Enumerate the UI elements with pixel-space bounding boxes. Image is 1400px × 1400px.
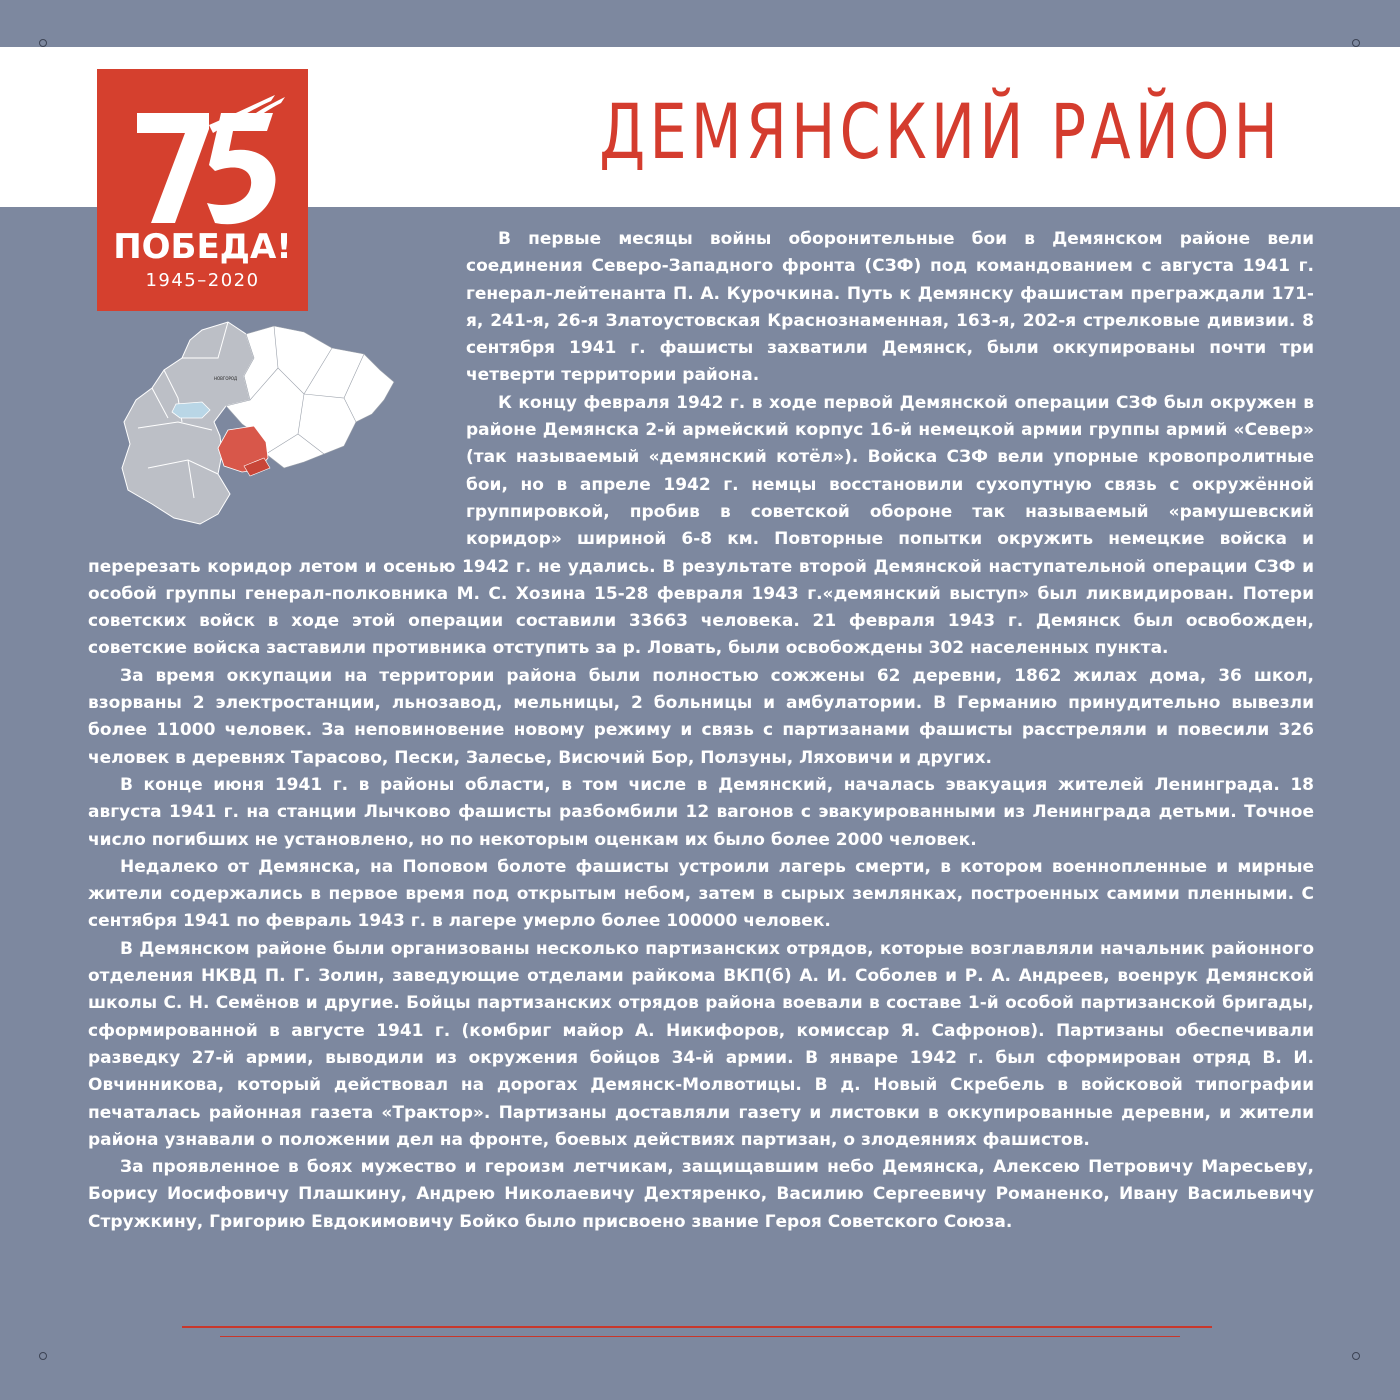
paragraph-3: За время оккупации на территории района были полностью сожжены 62 деревни, 1862 жилах дома, 36 школ, взорваны 2 электростанции, льнозавод, мельницы, 2 больницы и амбулатории. В Германию принудительно вывезли более 11000 человек. За неповиновение новому режиму и связь с партизанами фашисты расстреляли и повесили 326 человек в деревнях Тарасово, Пески, Залесье, Висючий Бор, Ползуны, Ляховичи и других. — [88, 665, 1314, 768]
logo-number-75 — [97, 85, 308, 235]
paragraph-2: К концу февраля 1942 г. в ходе первой Демянской операции СЗФ был окружен в районе Демянска 2-й армейский корпус 16-й немецкой армии группы армий «Север» (так называемый «демянский котёл»). Войска СЗФ вели упорные кровопролитные бои, но в апреле 1942 г. немцы восстановили сухопутную связь с окружённой группировкой, пробив в советской обороне так называемый «рамушевский коридор» шириной 6-8 км. Повторные попытки окружить немецкие войска и перерезать коридор летом и осенью 1942 г. не удались. В результате второй Демянской наступательной операции СЗФ и особой группы генерал-полковника М. С. Хозина 15-28 февраля 1943 г.«демянский выступ» был ликвидирован. Потери советских войск в ходе этой операции составили 33663 человека. 21 февраля 1943 г. Демянск был освобожден, советские войска заставили противника отступить за р. Ловать, были освобождены 302 населенных пункта. — [88, 392, 1314, 659]
paragraph-4: В конце июня 1941 г. в районы области, в том числе в Демянский, началась эвакуация жителей Ленинграда. 18 августа 1941 г. на станции Лычково фашисты разбомбили 12 вагонов с эвакуированными из Ленинграда детьми. Точное число погибших не установлено, но по некоторым оценкам их было более 2000 человек. — [88, 774, 1314, 850]
corner-screw-top-right — [1352, 39, 1360, 47]
corner-screw-top-left — [39, 39, 47, 47]
map-capital-label: НОВГОРОД — [214, 376, 238, 381]
text-wrap-spacer — [88, 226, 466, 527]
article-body — [88, 226, 1314, 1236]
page-title: ДЕМЯНСКИЙ РАЙОН — [598, 87, 1282, 176]
bottom-rule-2 — [220, 1336, 1180, 1337]
paragraph-5: Недалеко от Демянска, на Поповом болоте фашисты устроили лагерь смерти, в котором военнопленные и мирные жители содержались в первое время под открытым небом, затем в сырых землянках, построенных самими пленными. С сентября 1941 по февраль 1943 г. в лагере умерло более 100000 человек. — [88, 856, 1314, 932]
logo-word: ПОБЕДА! — [113, 227, 292, 267]
paragraph-1: В первые месяцы войны оборонительные бои в Демянском районе вели соединения Северо-Западного фронта (СЗФ) под командованием с августа 1941 г. генерал-лейтенанта П. А. Курочкина. Путь к Демянску фашистам преграждали 171-я, 241-я, 26-я Златоустовская Краснознаменная, 163-я, 202-я стрелковые дивизии. 8 сентября 1941 г. фашисты захватили Демянск, были оккупированы почти три четверти территории района. — [466, 229, 1314, 386]
logo-years: 1945–2020 — [145, 270, 260, 291]
corner-screw-bottom-left — [39, 1352, 47, 1360]
corner-screw-bottom-right — [1352, 1352, 1360, 1360]
paragraph-6: В Демянском районе были организованы несколько партизанских отрядов, которые возглавляли начальник районного отделения НКВД П. Г. Золин, заведующие отделами райкома ВКП(б) А. И. Соболев и Р. А. Андреев, военрук Демянской школы С. Н. Семёнов и другие. Бойцы партизанских отрядов района воевали в составе 1-й особой партизанской бригады, сформированной в августе 1941 г. (комбриг майор А. Никифоров, комиссар Я. Сафронов). Партизаны обеспечивали разведку 27-й армии, выводили из окружения бойцов 34-й армии. В январе 1942 г. был сформирован отряд В. И. Овчинникова, который действовал на дорогах Демянск-Молвотицы. В д. Новый Скребель в войсковой типографии печаталась районная газета «Трактор». Партизаны доставляли газету и листовки в оккупированные деревни, и жители района узнавали о положении дел на фронте, боевых действиях партизан, о злодеяниях фашистов. — [88, 938, 1314, 1150]
paragraph-7: За проявленное в боях мужество и героизм летчикам, защищавшим небо Демянска, Алексею Петровичу Маресьеву, Борису Иосифовичу Плашкину, Андрею Николаевичу Дехтяренко, Василию Сергеевичу Романенко, Ивану Васильевичу Стружкину, Григорию Евдокимовичу Бойко было присвоено звание Героя Советского Союза. — [88, 1157, 1314, 1232]
bottom-rule-1 — [182, 1326, 1212, 1328]
